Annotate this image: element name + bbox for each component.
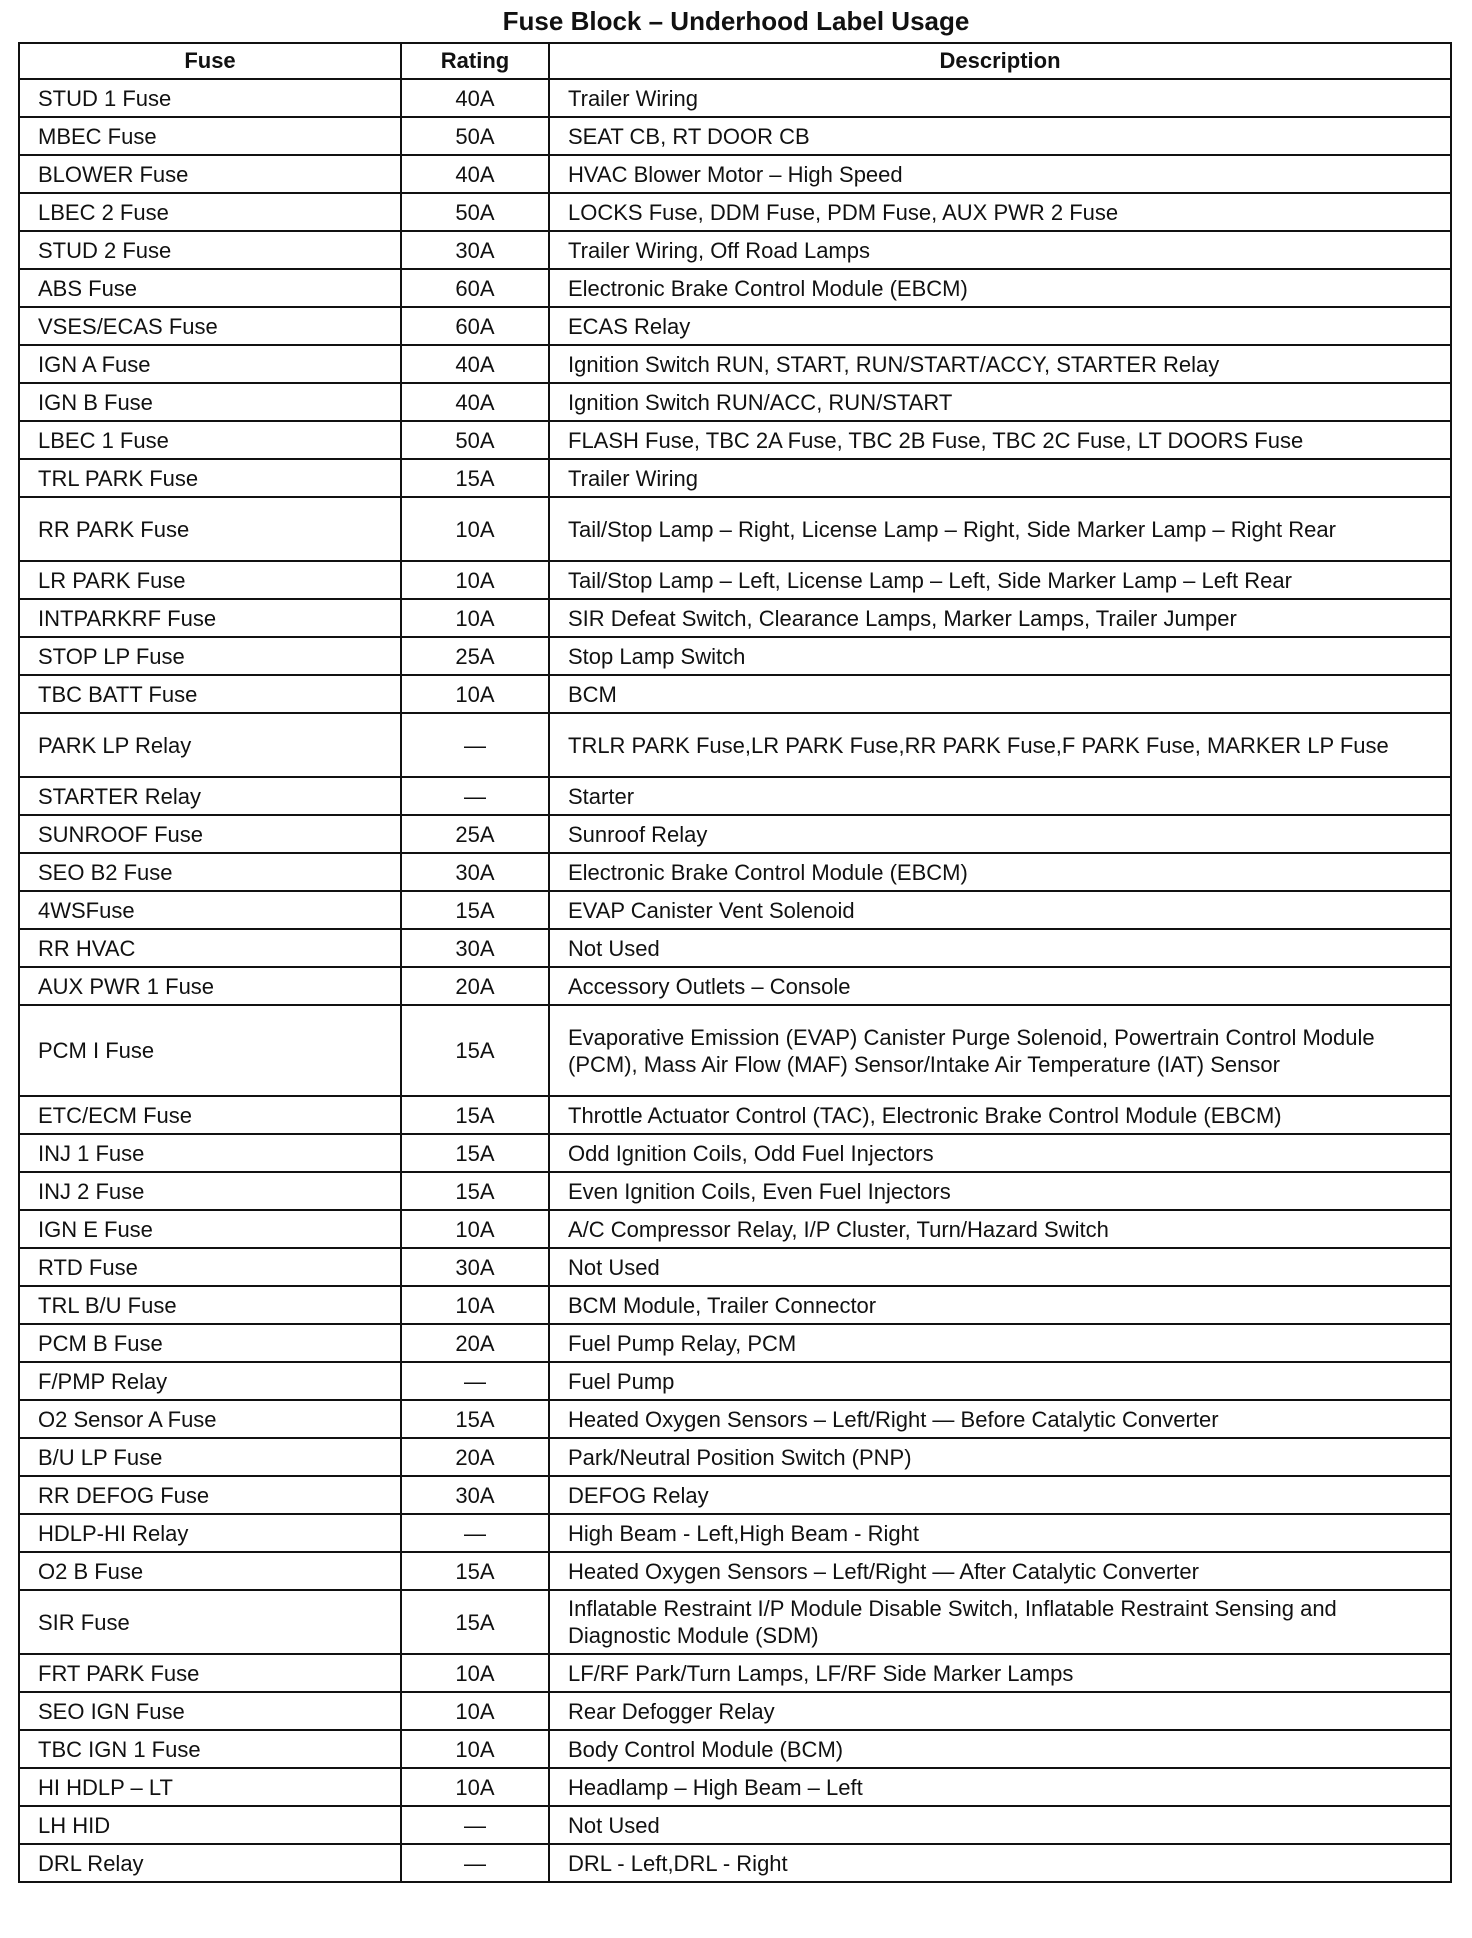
table-row bbox=[19, 929, 1451, 967]
table-row bbox=[19, 1730, 1451, 1768]
fuse-name-cell: O2 Sensor A Fuse bbox=[19, 1400, 401, 1438]
rating-cell: 50A bbox=[401, 117, 549, 155]
description-cell: Evaporative Emission (EVAP) Canister Purge Solenoid, Powertrain Control Module (PCM), Mass Air Flow (MAF) Sensor/Intake Air Temperature (IAT) Sensor bbox=[549, 1005, 1451, 1096]
fuse-name-cell: DRL Relay bbox=[19, 1844, 401, 1882]
description-cell: Stop Lamp Switch bbox=[549, 637, 1451, 675]
rating-cell: — bbox=[401, 1362, 549, 1400]
description-cell: Headlamp – High Beam – Left bbox=[549, 1768, 1451, 1806]
table-row bbox=[19, 1768, 1451, 1806]
table-row bbox=[19, 1324, 1451, 1362]
fuse-name-cell: INJ 1 Fuse bbox=[19, 1134, 401, 1172]
table-row bbox=[19, 1286, 1451, 1324]
description-cell: Tail/Stop Lamp – Right, License Lamp – Right, Side Marker Lamp – Right Rear bbox=[549, 497, 1451, 561]
description-cell: TRLR PARK Fuse,LR PARK Fuse,RR PARK Fuse,F PARK Fuse, MARKER LP Fuse bbox=[549, 713, 1451, 777]
fuse-name-cell: INTPARKRF Fuse bbox=[19, 599, 401, 637]
description-cell: Not Used bbox=[549, 1248, 1451, 1286]
column-header-fuse: Fuse bbox=[19, 43, 401, 79]
description-cell: SIR Defeat Switch, Clearance Lamps, Marker Lamps, Trailer Jumper bbox=[549, 599, 1451, 637]
table-row bbox=[19, 815, 1451, 853]
fuse-name-cell: B/U LP Fuse bbox=[19, 1438, 401, 1476]
table-row bbox=[19, 193, 1451, 231]
fuse-name-cell: AUX PWR 1 Fuse bbox=[19, 967, 401, 1005]
rating-cell: 10A bbox=[401, 497, 549, 561]
rating-cell: 15A bbox=[401, 1172, 549, 1210]
rating-cell: 15A bbox=[401, 1005, 549, 1096]
rating-cell: — bbox=[401, 777, 549, 815]
description-cell: Trailer Wiring, Off Road Lamps bbox=[549, 231, 1451, 269]
table-row bbox=[19, 1654, 1451, 1692]
rating-cell: 50A bbox=[401, 421, 549, 459]
fuse-name-cell: TBC BATT Fuse bbox=[19, 675, 401, 713]
description-cell: A/C Compressor Relay, I/P Cluster, Turn/Hazard Switch bbox=[549, 1210, 1451, 1248]
description-cell: LOCKS Fuse, DDM Fuse, PDM Fuse, AUX PWR 2 Fuse bbox=[549, 193, 1451, 231]
rating-cell: 50A bbox=[401, 193, 549, 231]
table-row bbox=[19, 599, 1451, 637]
description-cell: Not Used bbox=[549, 1806, 1451, 1844]
rating-cell: 10A bbox=[401, 1210, 549, 1248]
fuse-name-cell: STUD 1 Fuse bbox=[19, 79, 401, 117]
rating-cell: — bbox=[401, 713, 549, 777]
fuse-name-cell: PARK LP Relay bbox=[19, 713, 401, 777]
fuse-name-cell: LR PARK Fuse bbox=[19, 561, 401, 599]
description-cell: HVAC Blower Motor – High Speed bbox=[549, 155, 1451, 193]
table-row bbox=[19, 231, 1451, 269]
fuse-name-cell: SEO B2 Fuse bbox=[19, 853, 401, 891]
rating-cell: 15A bbox=[401, 891, 549, 929]
fuse-name-cell: O2 B Fuse bbox=[19, 1552, 401, 1590]
table-header-row bbox=[19, 43, 1451, 79]
table-row bbox=[19, 1400, 1451, 1438]
table-row bbox=[19, 1552, 1451, 1590]
table-row bbox=[19, 561, 1451, 599]
fuse-name-cell: STARTER Relay bbox=[19, 777, 401, 815]
rating-cell: — bbox=[401, 1806, 549, 1844]
table-row bbox=[19, 1005, 1451, 1096]
fuse-name-cell: IGN B Fuse bbox=[19, 383, 401, 421]
rating-cell: 15A bbox=[401, 1400, 549, 1438]
table-row bbox=[19, 497, 1451, 561]
table-row bbox=[19, 1514, 1451, 1552]
table-row bbox=[19, 117, 1451, 155]
rating-cell: 30A bbox=[401, 1248, 549, 1286]
fuse-name-cell: LBEC 2 Fuse bbox=[19, 193, 401, 231]
table-row bbox=[19, 269, 1451, 307]
rating-cell: 40A bbox=[401, 155, 549, 193]
fuse-name-cell: MBEC Fuse bbox=[19, 117, 401, 155]
description-cell: BCM bbox=[549, 675, 1451, 713]
description-cell: Throttle Actuator Control (TAC), Electronic Brake Control Module (EBCM) bbox=[549, 1096, 1451, 1134]
rating-cell: 40A bbox=[401, 79, 549, 117]
fuse-name-cell: BLOWER Fuse bbox=[19, 155, 401, 193]
table-row bbox=[19, 1438, 1451, 1476]
fuse-name-cell: SUNROOF Fuse bbox=[19, 815, 401, 853]
table-row bbox=[19, 1248, 1451, 1286]
fuse-name-cell: IGN A Fuse bbox=[19, 345, 401, 383]
rating-cell: 15A bbox=[401, 1590, 549, 1654]
rating-cell: 25A bbox=[401, 815, 549, 853]
table-row bbox=[19, 345, 1451, 383]
description-cell: BCM Module, Trailer Connector bbox=[549, 1286, 1451, 1324]
table-row bbox=[19, 967, 1451, 1005]
description-cell: LF/RF Park/Turn Lamps, LF/RF Side Marker Lamps bbox=[549, 1654, 1451, 1692]
column-header-rating: Rating bbox=[401, 43, 549, 79]
table-row bbox=[19, 459, 1451, 497]
description-cell: DRL - Left,DRL - Right bbox=[549, 1844, 1451, 1882]
fuse-name-cell: LBEC 1 Fuse bbox=[19, 421, 401, 459]
description-cell: FLASH Fuse, TBC 2A Fuse, TBC 2B Fuse, TBC 2C Fuse, LT DOORS Fuse bbox=[549, 421, 1451, 459]
description-cell: Rear Defogger Relay bbox=[549, 1692, 1451, 1730]
table-row bbox=[19, 777, 1451, 815]
rating-cell: 25A bbox=[401, 637, 549, 675]
fuse-name-cell: RR DEFOG Fuse bbox=[19, 1476, 401, 1514]
description-cell: Fuel Pump bbox=[549, 1362, 1451, 1400]
rating-cell: 30A bbox=[401, 929, 549, 967]
description-cell: Heated Oxygen Sensors – Left/Right — Before Catalytic Converter bbox=[549, 1400, 1451, 1438]
fuse-name-cell: 4WSFuse bbox=[19, 891, 401, 929]
description-cell: Electronic Brake Control Module (EBCM) bbox=[549, 853, 1451, 891]
table-row bbox=[19, 1806, 1451, 1844]
description-cell: Body Control Module (BCM) bbox=[549, 1730, 1451, 1768]
description-cell: Electronic Brake Control Module (EBCM) bbox=[549, 269, 1451, 307]
fuse-name-cell: RTD Fuse bbox=[19, 1248, 401, 1286]
description-cell: Park/Neutral Position Switch (PNP) bbox=[549, 1438, 1451, 1476]
fuse-table bbox=[18, 42, 1452, 1883]
description-cell: Ignition Switch RUN, START, RUN/START/ACCY, STARTER Relay bbox=[549, 345, 1451, 383]
description-cell: Tail/Stop Lamp – Left, License Lamp – Left, Side Marker Lamp – Left Rear bbox=[549, 561, 1451, 599]
description-cell: Trailer Wiring bbox=[549, 79, 1451, 117]
description-cell: Trailer Wiring bbox=[549, 459, 1451, 497]
description-cell: High Beam - Left,High Beam - Right bbox=[549, 1514, 1451, 1552]
table-row bbox=[19, 307, 1451, 345]
rating-cell: 10A bbox=[401, 1654, 549, 1692]
rating-cell: 15A bbox=[401, 1134, 549, 1172]
description-cell: Sunroof Relay bbox=[549, 815, 1451, 853]
rating-cell: 40A bbox=[401, 345, 549, 383]
description-cell: Inflatable Restraint I/P Module Disable Switch, Inflatable Restraint Sensing and Diagnostic Module (SDM) bbox=[549, 1590, 1451, 1654]
table-row bbox=[19, 637, 1451, 675]
fuse-name-cell: TBC IGN 1 Fuse bbox=[19, 1730, 401, 1768]
description-cell: Accessory Outlets – Console bbox=[549, 967, 1451, 1005]
fuse-name-cell: HI HDLP – LT bbox=[19, 1768, 401, 1806]
rating-cell: 60A bbox=[401, 307, 549, 345]
fuse-name-cell: TRL B/U Fuse bbox=[19, 1286, 401, 1324]
fuse-name-cell: RR HVAC bbox=[19, 929, 401, 967]
description-cell: ECAS Relay bbox=[549, 307, 1451, 345]
rating-cell: 10A bbox=[401, 1692, 549, 1730]
fuse-name-cell: SEO IGN Fuse bbox=[19, 1692, 401, 1730]
column-header-description: Description bbox=[549, 43, 1451, 79]
table-row bbox=[19, 1692, 1451, 1730]
table-row bbox=[19, 713, 1451, 777]
table-row bbox=[19, 1844, 1451, 1882]
description-cell: DEFOG Relay bbox=[549, 1476, 1451, 1514]
table-row bbox=[19, 1096, 1451, 1134]
rating-cell: 60A bbox=[401, 269, 549, 307]
rating-cell: 15A bbox=[401, 459, 549, 497]
fuse-name-cell: STOP LP Fuse bbox=[19, 637, 401, 675]
rating-cell: 10A bbox=[401, 1730, 549, 1768]
fuse-name-cell: LH HID bbox=[19, 1806, 401, 1844]
rating-cell: 10A bbox=[401, 1286, 549, 1324]
table-row bbox=[19, 1134, 1451, 1172]
rating-cell: 15A bbox=[401, 1096, 549, 1134]
fuse-name-cell: RR PARK Fuse bbox=[19, 497, 401, 561]
fuse-name-cell: TRL PARK Fuse bbox=[19, 459, 401, 497]
rating-cell: 10A bbox=[401, 561, 549, 599]
fuse-name-cell: F/PMP Relay bbox=[19, 1362, 401, 1400]
page-title: Fuse Block – Underhood Label Usage bbox=[502, 6, 970, 36]
table-row bbox=[19, 383, 1451, 421]
rating-cell: 15A bbox=[401, 1552, 549, 1590]
description-cell: Not Used bbox=[549, 929, 1451, 967]
fuse-name-cell: PCM I Fuse bbox=[19, 1005, 401, 1096]
rating-cell: 30A bbox=[401, 1476, 549, 1514]
fuse-name-cell: STUD 2 Fuse bbox=[19, 231, 401, 269]
fuse-name-cell: IGN E Fuse bbox=[19, 1210, 401, 1248]
rating-cell: 10A bbox=[401, 675, 549, 713]
table-row bbox=[19, 891, 1451, 929]
rating-cell: 30A bbox=[401, 231, 549, 269]
description-cell: Odd Ignition Coils, Odd Fuel Injectors bbox=[549, 1134, 1451, 1172]
fuse-name-cell: FRT PARK Fuse bbox=[19, 1654, 401, 1692]
table-row bbox=[19, 79, 1451, 117]
table-row bbox=[19, 155, 1451, 193]
fuse-name-cell: ETC/ECM Fuse bbox=[19, 1096, 401, 1134]
rating-cell: 10A bbox=[401, 1768, 549, 1806]
rating-cell: 20A bbox=[401, 1438, 549, 1476]
table-row bbox=[19, 1210, 1451, 1248]
fuse-name-cell: SIR Fuse bbox=[19, 1590, 401, 1654]
rating-cell: 10A bbox=[401, 599, 549, 637]
description-cell: EVAP Canister Vent Solenoid bbox=[549, 891, 1451, 929]
rating-cell: 20A bbox=[401, 967, 549, 1005]
rating-cell: 30A bbox=[401, 853, 549, 891]
table-row bbox=[19, 1362, 1451, 1400]
rating-cell: 40A bbox=[401, 383, 549, 421]
rating-cell: — bbox=[401, 1844, 549, 1882]
description-cell: Ignition Switch RUN/ACC, RUN/START bbox=[549, 383, 1451, 421]
description-cell: Fuel Pump Relay, PCM bbox=[549, 1324, 1451, 1362]
table-row bbox=[19, 1476, 1451, 1514]
fuse-name-cell: PCM B Fuse bbox=[19, 1324, 401, 1362]
fuse-name-cell: HDLP-HI Relay bbox=[19, 1514, 401, 1552]
table-row bbox=[19, 1172, 1451, 1210]
description-cell: Heated Oxygen Sensors – Left/Right — After Catalytic Converter bbox=[549, 1552, 1451, 1590]
table-row bbox=[19, 421, 1451, 459]
fuse-name-cell: ABS Fuse bbox=[19, 269, 401, 307]
description-cell: Starter bbox=[549, 777, 1451, 815]
fuse-name-cell: INJ 2 Fuse bbox=[19, 1172, 401, 1210]
rating-cell: 20A bbox=[401, 1324, 549, 1362]
table-row bbox=[19, 1590, 1451, 1654]
table-row bbox=[19, 853, 1451, 891]
table-row bbox=[19, 675, 1451, 713]
description-cell: Even Ignition Coils, Even Fuel Injectors bbox=[549, 1172, 1451, 1210]
fuse-name-cell: VSES/ECAS Fuse bbox=[19, 307, 401, 345]
description-cell: SEAT CB, RT DOOR CB bbox=[549, 117, 1451, 155]
rating-cell: — bbox=[401, 1514, 549, 1552]
